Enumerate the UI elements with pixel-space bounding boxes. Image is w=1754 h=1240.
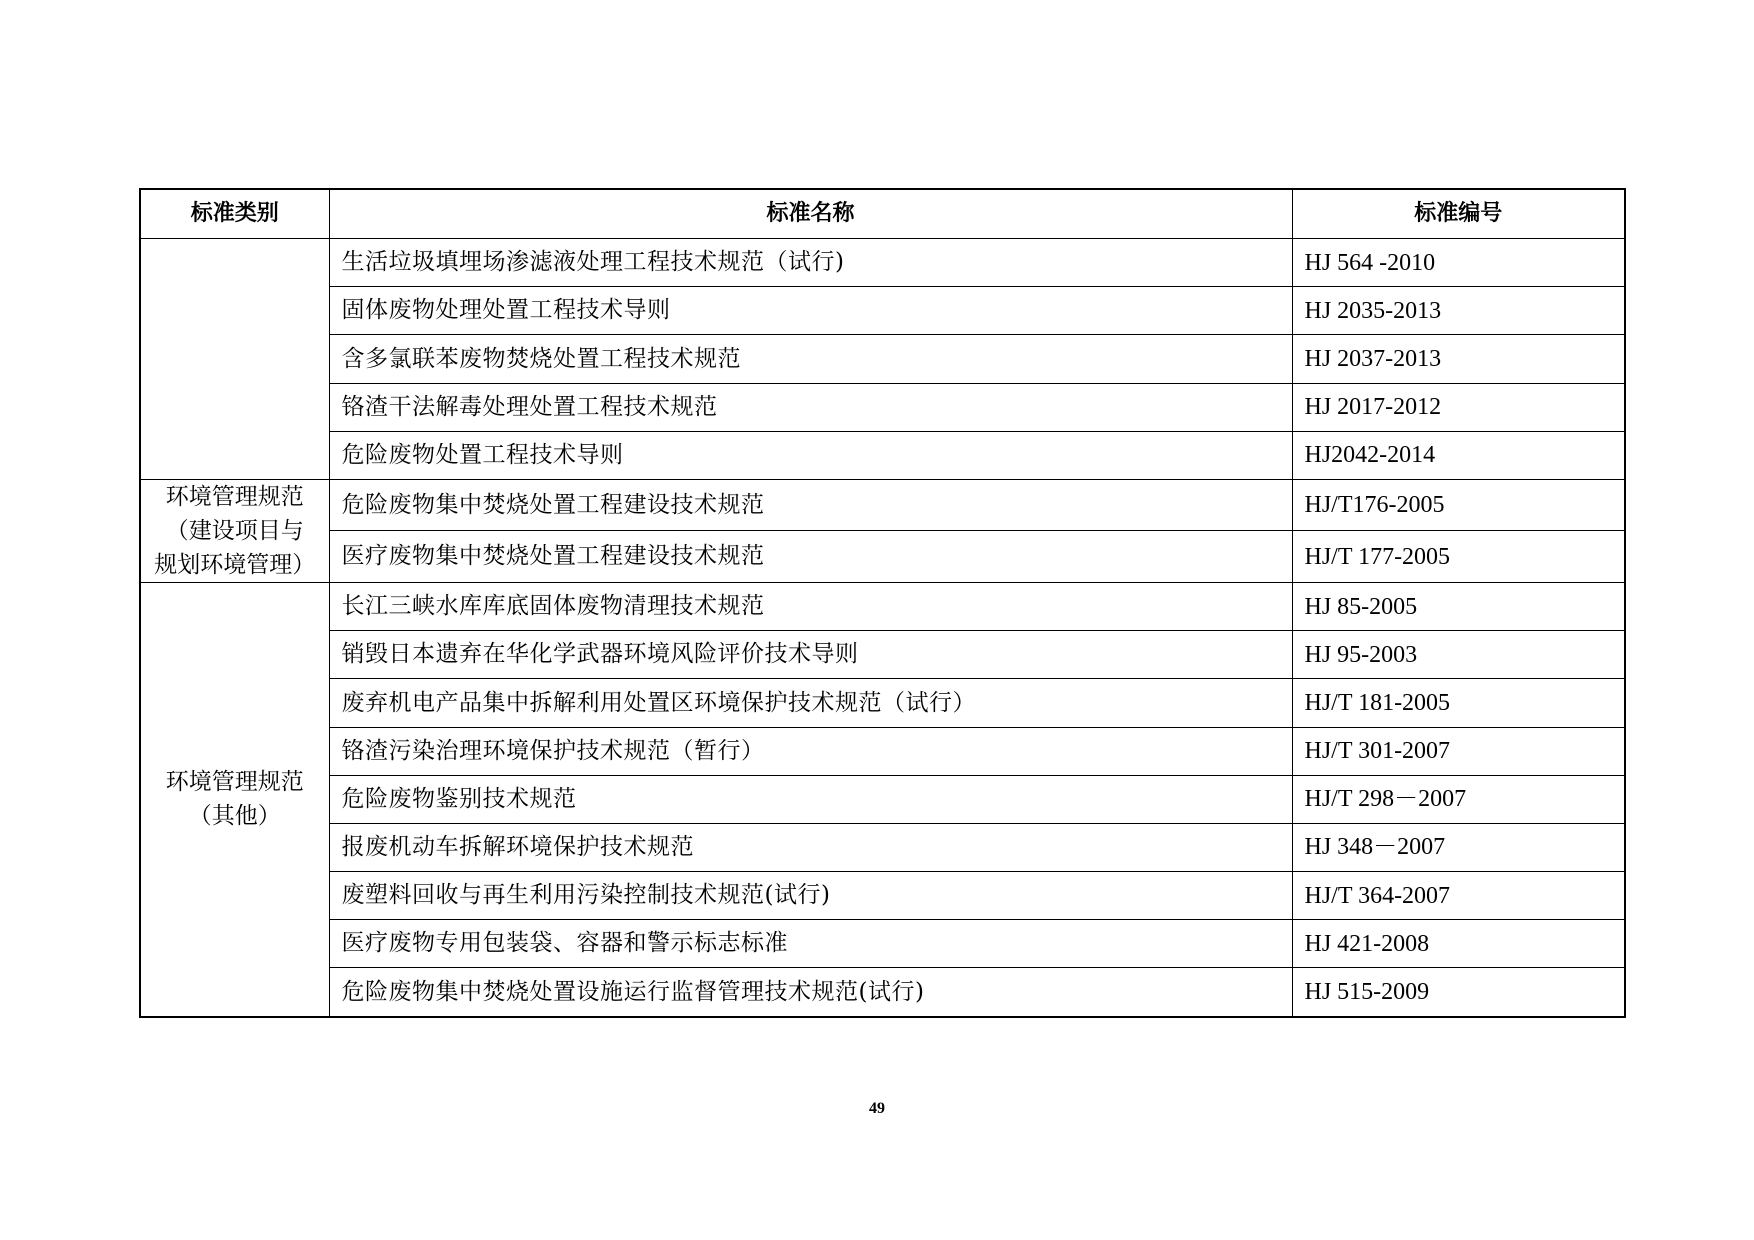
standard-code-cell: HJ2042-2014 — [1292, 431, 1625, 479]
standard-name-cell: 医疗废物专用包装袋、容器和警示标志标准 — [329, 920, 1292, 968]
standard-code-cell: HJ 2037-2013 — [1292, 335, 1625, 383]
standard-name-cell: 铬渣干法解毒处理处置工程技术规范 — [329, 383, 1292, 431]
standard-name-cell: 铬渣污染治理环境保护技术规范（暂行） — [329, 727, 1292, 775]
category-cell — [140, 239, 329, 480]
standard-name-cell: 危险废物处置工程技术导则 — [329, 431, 1292, 479]
table-row — [140, 431, 1625, 479]
standard-name-cell: 生活垃圾填埋场渗滤液处理工程技术规范（试行) — [329, 239, 1292, 287]
table-row — [140, 531, 1625, 583]
standard-name-cell: 危险废物集中焚烧处置设施运行监督管理技术规范(试行) — [329, 968, 1292, 1017]
standard-code-cell: HJ/T 181-2005 — [1292, 679, 1625, 727]
standard-name-cell: 医疗废物集中焚烧处置工程建设技术规范 — [329, 531, 1292, 583]
standard-name-cell: 废塑料回收与再生利用污染控制技术规范(试行) — [329, 872, 1292, 920]
table-row — [140, 872, 1625, 920]
standard-code-cell: HJ 564 -2010 — [1292, 239, 1625, 287]
table-row — [140, 479, 1625, 531]
standard-name-cell: 危险废物鉴别技术规范 — [329, 775, 1292, 823]
category-line: 环境管理规范 — [165, 769, 304, 796]
page-number: 49 — [869, 1100, 885, 1117]
standard-code-cell: HJ/T176-2005 — [1292, 479, 1625, 531]
category-line: （其他） — [188, 803, 281, 830]
table-row — [140, 727, 1625, 775]
standard-code-cell: HJ 95-2003 — [1292, 631, 1625, 679]
header-category: 标准类别 — [140, 189, 329, 239]
table-row — [140, 335, 1625, 383]
standard-code-cell: HJ/T 177-2005 — [1292, 531, 1625, 583]
standard-code-cell: HJ 85-2005 — [1292, 582, 1625, 630]
standard-code-cell: HJ 2017-2012 — [1292, 383, 1625, 431]
standard-name-cell: 危险废物集中焚烧处置工程建设技术规范 — [329, 479, 1292, 531]
standard-code-cell: HJ 348－2007 — [1292, 823, 1625, 871]
standard-code-cell: HJ/T 298－2007 — [1292, 775, 1625, 823]
table-body — [140, 239, 1625, 1017]
standard-name-cell: 固体废物处理处置工程技术导则 — [329, 287, 1292, 335]
table-row — [140, 968, 1625, 1017]
category-line: 环境管理规范 — [165, 483, 304, 510]
standards-table — [139, 188, 1626, 1018]
standard-name-cell: 废弃机电产品集中拆解利用处置区环境保护技术规范（试行） — [329, 679, 1292, 727]
table-row — [140, 239, 1625, 287]
category-cell — [140, 582, 329, 1016]
table-row — [140, 582, 1625, 630]
standard-code-cell: HJ 421-2008 — [1292, 920, 1625, 968]
table-row — [140, 823, 1625, 871]
table-row — [140, 383, 1625, 431]
standard-code-cell: HJ/T 301-2007 — [1292, 727, 1625, 775]
standard-code-cell: HJ 515-2009 — [1292, 968, 1625, 1017]
header-code: 标准编号 — [1292, 189, 1625, 239]
table-row — [140, 679, 1625, 727]
header-name: 标准名称 — [329, 189, 1292, 239]
standard-name-cell: 长江三峡水库库底固体废物清理技术规范 — [329, 582, 1292, 630]
standard-code-cell: HJ/T 364-2007 — [1292, 872, 1625, 920]
standard-name-cell: 报废机动车拆解环境保护技术规范 — [329, 823, 1292, 871]
table-row — [140, 631, 1625, 679]
table-row — [140, 287, 1625, 335]
standard-code-cell: HJ 2035-2013 — [1292, 287, 1625, 335]
table-header-row — [140, 189, 1625, 239]
category-line: （建设项目与 — [165, 517, 304, 544]
table-row — [140, 920, 1625, 968]
standard-name-cell: 销毁日本遗弃在华化学武器环境风险评价技术导则 — [329, 631, 1292, 679]
category-line: 规划环境管理） — [154, 551, 316, 578]
category-cell — [140, 479, 329, 582]
table-row — [140, 775, 1625, 823]
standard-name-cell: 含多氯联苯废物焚烧处置工程技术规范 — [329, 335, 1292, 383]
